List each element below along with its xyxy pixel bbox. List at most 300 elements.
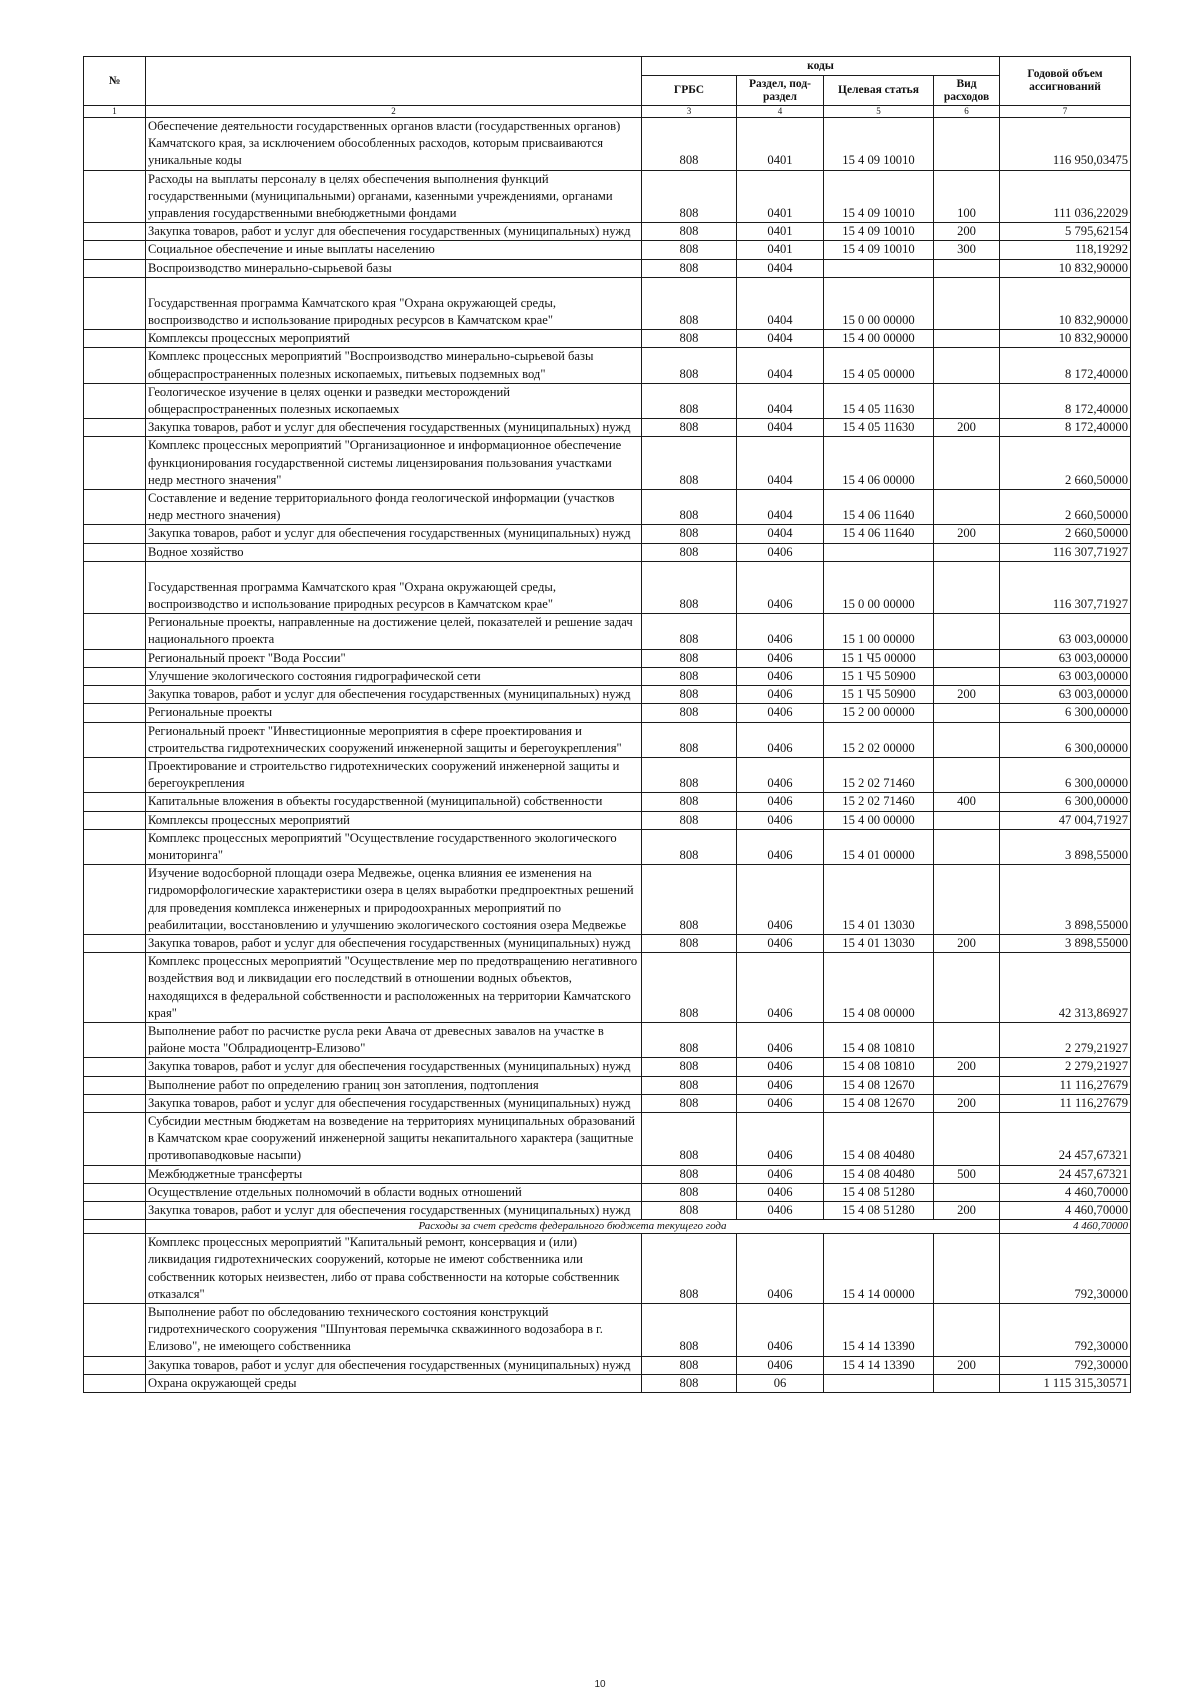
table-row [84, 722, 1131, 757]
row-amount: 116 307,71927 [1000, 561, 1131, 613]
row-grbs: 808 [642, 953, 737, 1023]
row-name: Государственная программа Камчатского края "Охрана окружающей среды, воспроизводство и использование природных ресурсов в Камчатском крае" [146, 561, 642, 613]
row-amount: 10 832,90000 [1000, 277, 1131, 329]
row-num [84, 1374, 146, 1392]
header-codes: коды [642, 57, 1000, 76]
row-grbs: 808 [642, 223, 737, 241]
row-num [84, 1183, 146, 1201]
row-grbs: 808 [642, 1112, 737, 1165]
row-name: Комплекс процессных мероприятий "Воспроизводство минерально-сырьевой базы общераспространенных полезных ископаемых, питьевых подземных вод" [146, 348, 642, 383]
row-name: Закупка товаров, работ и услуг для обеспечения государственных (муниципальных) нужд [146, 525, 642, 543]
row-target: 15 4 05 11630 [824, 419, 934, 437]
row-target: 15 1 Ч5 00000 [824, 649, 934, 667]
row-target: 15 4 01 13030 [824, 934, 934, 952]
row-type: 200 [934, 525, 1000, 543]
row-grbs: 808 [642, 865, 737, 935]
row-section: 0404 [737, 419, 824, 437]
row-num [84, 259, 146, 277]
row-target [824, 259, 934, 277]
row-amount: 8 172,40000 [1000, 419, 1131, 437]
row-type [934, 953, 1000, 1023]
row-grbs: 808 [642, 1094, 737, 1112]
row-amount: 3 898,55000 [1000, 829, 1131, 864]
row-grbs: 808 [642, 1374, 737, 1392]
row-name: Региональные проекты [146, 704, 642, 722]
row-section: 0401 [737, 241, 824, 259]
row-type [934, 865, 1000, 935]
row-type [934, 1304, 1000, 1357]
row-section: 0406 [737, 649, 824, 667]
row-name: Составление и ведение территориального фонда геологической информации (участков недр местного значения) [146, 490, 642, 525]
row-type [934, 704, 1000, 722]
table-row [84, 686, 1131, 704]
row-section: 0406 [737, 561, 824, 613]
row-name: Региональный проект "Инвестиционные мероприятия в сфере проектирования и строительства гидротехнических сооружений инженерной защиты и берегоукрепления" [146, 722, 642, 757]
row-name: Межбюджетные трансферты [146, 1165, 642, 1183]
row-amount: 6 300,00000 [1000, 704, 1131, 722]
row-num [84, 437, 146, 490]
row-target: 15 4 14 13390 [824, 1304, 934, 1357]
row-amount: 116 307,71927 [1000, 543, 1131, 561]
row-num [84, 419, 146, 437]
row-name: Геологическое изучение в целях оценки и разведки месторождений общераспространенных полезных ископаемых [146, 383, 642, 418]
row-type [934, 1234, 1000, 1304]
row-amount: 4 460,70000 [1000, 1201, 1131, 1219]
table-row [84, 383, 1131, 418]
row-section: 0406 [737, 865, 824, 935]
row-section: 0401 [737, 223, 824, 241]
row-amount: 4 460,70000 [1000, 1183, 1131, 1201]
row-amount: 2 279,21927 [1000, 1058, 1131, 1076]
row-target: 15 4 08 51280 [824, 1201, 934, 1219]
column-number: 2 [146, 106, 642, 118]
row-name: Государственная программа Камчатского края "Охрана окружающей среды, воспроизводство и использование природных ресурсов в Камчатском крае" [146, 277, 642, 329]
row-section: 0406 [737, 1165, 824, 1183]
table-row [84, 1094, 1131, 1112]
row-amount: 10 832,90000 [1000, 259, 1131, 277]
table-row [84, 543, 1131, 561]
row-section: 0406 [737, 953, 824, 1023]
row-name: Расходы на выплаты персоналу в целях обеспечения выполнения функций государственными (муниципальными) органами, казенными учреждениями, органами управления государственными внебюджетными фондами [146, 170, 642, 223]
row-num [84, 614, 146, 649]
row-type [934, 1022, 1000, 1057]
row-target: 15 2 02 00000 [824, 722, 934, 757]
table-row [84, 348, 1131, 383]
row-target: 15 1 Ч5 50900 [824, 686, 934, 704]
table-row [84, 1022, 1131, 1057]
row-amount: 2 660,50000 [1000, 490, 1131, 525]
row-type [934, 277, 1000, 329]
row-amount: 5 795,62154 [1000, 223, 1131, 241]
table-row [84, 419, 1131, 437]
row-grbs: 808 [642, 704, 737, 722]
header-type: Вид расходов [934, 76, 1000, 106]
row-name: Воспроизводство минерально-сырьевой базы [146, 259, 642, 277]
row-target: 15 4 08 10810 [824, 1058, 934, 1076]
row-grbs: 808 [642, 1058, 737, 1076]
row-grbs: 808 [642, 383, 737, 418]
row-amount: 1 115 315,30571 [1000, 1374, 1131, 1392]
row-grbs: 808 [642, 649, 737, 667]
row-grbs: 808 [642, 757, 737, 792]
row-target: 15 4 14 00000 [824, 1234, 934, 1304]
column-number: 6 [934, 106, 1000, 118]
table-row [84, 277, 1131, 329]
row-grbs: 808 [642, 1304, 737, 1357]
table-row [84, 1058, 1131, 1076]
row-type: 300 [934, 241, 1000, 259]
row-name: Осуществление отдельных полномочий в области водных отношений [146, 1183, 642, 1201]
row-amount: 6 300,00000 [1000, 722, 1131, 757]
row-amount: 111 036,22029 [1000, 170, 1131, 223]
row-type [934, 330, 1000, 348]
row-num [84, 1356, 146, 1374]
row-target: 15 1 00 00000 [824, 614, 934, 649]
row-num [84, 704, 146, 722]
table-row [84, 757, 1131, 792]
row-amount: 792,30000 [1000, 1304, 1131, 1357]
row-grbs: 808 [642, 1183, 737, 1201]
table-row [84, 793, 1131, 811]
row-grbs: 808 [642, 722, 737, 757]
row-target: 15 4 00 00000 [824, 330, 934, 348]
row-num [84, 1220, 146, 1234]
row-target: 15 2 02 71460 [824, 757, 934, 792]
row-amount: 63 003,00000 [1000, 667, 1131, 685]
table-row [84, 330, 1131, 348]
row-num [84, 277, 146, 329]
row-amount: 63 003,00000 [1000, 614, 1131, 649]
row-name: Комплексы процессных мероприятий [146, 811, 642, 829]
row-amount: 11 116,27679 [1000, 1076, 1131, 1094]
row-name: Выполнение работ по обследованию технического состояния конструкций гидротехнического сооружения "Шпунтовая перемычка скважинного водозабора в г. Елизово", не имеющего собственника [146, 1304, 642, 1357]
table-row [84, 1356, 1131, 1374]
row-grbs: 808 [642, 614, 737, 649]
row-section: 06 [737, 1374, 824, 1392]
row-num [84, 118, 146, 171]
row-amount: 116 950,03475 [1000, 118, 1131, 171]
row-num [84, 383, 146, 418]
column-number: 7 [1000, 106, 1131, 118]
table-row [84, 1234, 1131, 1304]
row-target: 15 4 08 00000 [824, 953, 934, 1023]
table-row [84, 561, 1131, 613]
row-name: Комплекс процессных мероприятий "Организационное и информационное обеспечение функционирования государственной системы лицензирования пользования участками недр местного значения" [146, 437, 642, 490]
row-section: 0406 [737, 1183, 824, 1201]
row-name: Проектирование и строительство гидротехнических сооружений инженерной защиты и берегоукрепления [146, 757, 642, 792]
row-type: 200 [934, 1356, 1000, 1374]
row-num [84, 757, 146, 792]
row-type [934, 118, 1000, 171]
table-row [84, 490, 1131, 525]
row-name: Выполнение работ по расчистке русла реки Авача от древесных завалов на участке в районе моста "Облрадиоцентр-Елизово" [146, 1022, 642, 1057]
row-num [84, 667, 146, 685]
row-name: Закупка товаров, работ и услуг для обеспечения государственных (муниципальных) нужд [146, 1201, 642, 1219]
row-grbs: 808 [642, 490, 737, 525]
row-name: Изучение водосборной площади озера Медвежье, оценка влияния ее изменения на гидроморфологические характеристики озера в целях выработки предпроектных решений для проведения комплекса инженерных и природоохранных мероприятий по реабилитации, восстановлению и улучшению экологического состояния озера Медвежье [146, 865, 642, 935]
row-grbs: 808 [642, 419, 737, 437]
row-target: 15 4 08 40480 [824, 1165, 934, 1183]
table-row [84, 1304, 1131, 1357]
row-target: 15 4 05 11630 [824, 383, 934, 418]
row-section: 0404 [737, 259, 824, 277]
row-num [84, 649, 146, 667]
row-grbs: 808 [642, 1201, 737, 1219]
row-grbs: 808 [642, 277, 737, 329]
row-target: 15 0 00 00000 [824, 561, 934, 613]
row-num [84, 241, 146, 259]
table-row [84, 811, 1131, 829]
row-target: 15 4 09 10010 [824, 170, 934, 223]
row-grbs: 808 [642, 934, 737, 952]
row-amount: 3 898,55000 [1000, 934, 1131, 952]
row-name: Капитальные вложения в объекты государственной (муниципальной) собственности [146, 793, 642, 811]
row-name: Комплекс процессных мероприятий "Осуществление государственного экологического мониторинга" [146, 829, 642, 864]
row-grbs: 808 [642, 686, 737, 704]
row-amount: 6 300,00000 [1000, 793, 1131, 811]
row-num [84, 1201, 146, 1219]
row-target: 15 4 08 51280 [824, 1183, 934, 1201]
table-row [84, 1374, 1131, 1392]
row-name: Выполнение работ по определению границ зон затопления, подтопления [146, 1076, 642, 1094]
row-grbs: 808 [642, 1234, 737, 1304]
row-type [934, 543, 1000, 561]
row-section: 0406 [737, 722, 824, 757]
row-section: 0401 [737, 118, 824, 171]
header-target: Целевая статья [824, 76, 934, 106]
row-amount: 63 003,00000 [1000, 686, 1131, 704]
row-name: Комплекс процессных мероприятий "Капитальный ремонт, консервация и (или) ликвидация гидротехнических сооружений, которые не имеют собственника или собственник которых неизвестен, либо от права собственности на которые собственник отказался" [146, 1234, 642, 1304]
row-grbs: 808 [642, 170, 737, 223]
table-row [84, 865, 1131, 935]
row-name: Закупка товаров, работ и услуг для обеспечения государственных (муниципальных) нужд [146, 934, 642, 952]
row-grbs: 808 [642, 525, 737, 543]
row-num [84, 953, 146, 1023]
table-header [84, 57, 1131, 118]
header-name [146, 57, 642, 106]
table-row [84, 1165, 1131, 1183]
row-grbs: 808 [642, 330, 737, 348]
row-num [84, 490, 146, 525]
row-amount: 792,30000 [1000, 1356, 1131, 1374]
row-type [934, 1112, 1000, 1165]
row-type: 400 [934, 793, 1000, 811]
row-num [84, 811, 146, 829]
table-row [84, 934, 1131, 952]
row-section: 0406 [737, 1058, 824, 1076]
row-type [934, 383, 1000, 418]
row-target: 15 0 00 00000 [824, 277, 934, 329]
table-row [84, 829, 1131, 864]
row-section: 0406 [737, 1234, 824, 1304]
row-name: Комплексы процессных мероприятий [146, 330, 642, 348]
page-number: 10 [594, 1679, 606, 1690]
row-section: 0404 [737, 383, 824, 418]
row-num [84, 1304, 146, 1357]
row-num [84, 1076, 146, 1094]
column-number: 1 [84, 106, 146, 118]
row-section: 0406 [737, 543, 824, 561]
row-section: 0406 [737, 686, 824, 704]
table-row [84, 259, 1131, 277]
row-section: 0406 [737, 757, 824, 792]
row-type [934, 1076, 1000, 1094]
row-grbs: 808 [642, 118, 737, 171]
row-amount: 2 279,21927 [1000, 1022, 1131, 1057]
row-grbs: 808 [642, 1165, 737, 1183]
row-grbs: 808 [642, 1022, 737, 1057]
row-target: 15 4 06 11640 [824, 490, 934, 525]
row-grbs: 808 [642, 811, 737, 829]
row-name: Социальное обеспечение и иные выплаты населению [146, 241, 642, 259]
row-num [84, 793, 146, 811]
table-row [84, 649, 1131, 667]
row-section: 0404 [737, 437, 824, 490]
row-target: 15 4 09 10010 [824, 241, 934, 259]
row-grbs: 808 [642, 259, 737, 277]
row-target: 15 4 08 12670 [824, 1076, 934, 1094]
row-name: Охрана окружающей среды [146, 1374, 642, 1392]
row-type: 200 [934, 1058, 1000, 1076]
row-num [84, 1112, 146, 1165]
header-grbs: ГРБС [642, 76, 737, 106]
row-type: 200 [934, 1201, 1000, 1219]
row-name: Субсидии местным бюджетам на возведение на территориях муниципальных образований в Камчатском крае сооружений инженерной защиты некапитального характера (защитные противопаводковые насыпи) [146, 1112, 642, 1165]
row-section: 0406 [737, 1076, 824, 1094]
row-target: 15 1 Ч5 50900 [824, 667, 934, 685]
row-type [934, 649, 1000, 667]
table-row [84, 1112, 1131, 1165]
row-name: Обеспечение деятельности государственных органов власти (государственных органов) Камчатского края, за исключением обособленных расходов, которым присваиваются уникальные коды [146, 118, 642, 171]
row-type [934, 757, 1000, 792]
row-section: 0404 [737, 277, 824, 329]
note-label: Расходы за счет средств федерального бюджета текущего года [146, 1220, 1000, 1234]
row-target [824, 1374, 934, 1392]
row-type: 200 [934, 1094, 1000, 1112]
row-amount: 792,30000 [1000, 1234, 1131, 1304]
row-grbs: 808 [642, 1076, 737, 1094]
row-amount: 24 457,67321 [1000, 1165, 1131, 1183]
row-amount: 47 004,71927 [1000, 811, 1131, 829]
row-type [934, 614, 1000, 649]
table-row [84, 704, 1131, 722]
row-type [934, 1183, 1000, 1201]
table-row [84, 170, 1131, 223]
row-num [84, 223, 146, 241]
row-section: 0404 [737, 348, 824, 383]
row-name: Закупка товаров, работ и услуг для обеспечения государственных (муниципальных) нужд [146, 419, 642, 437]
row-num [84, 934, 146, 952]
row-section: 0404 [737, 330, 824, 348]
row-num [84, 561, 146, 613]
row-target: 15 4 06 00000 [824, 437, 934, 490]
row-type: 100 [934, 170, 1000, 223]
row-section: 0406 [737, 793, 824, 811]
row-section: 0406 [737, 1356, 824, 1374]
row-section: 0404 [737, 490, 824, 525]
row-name: Закупка товаров, работ и услуг для обеспечения государственных (муниципальных) нужд [146, 1058, 642, 1076]
row-section: 0406 [737, 829, 824, 864]
row-name: Улучшение экологического состояния гидрографической сети [146, 667, 642, 685]
row-section: 0406 [737, 1112, 824, 1165]
row-name: Закупка товаров, работ и услуг для обеспечения государственных (муниципальных) нужд [146, 686, 642, 704]
row-type: 200 [934, 686, 1000, 704]
row-type [934, 811, 1000, 829]
row-section: 0406 [737, 1094, 824, 1112]
row-amount: 118,19292 [1000, 241, 1131, 259]
row-grbs: 808 [642, 667, 737, 685]
row-target: 15 4 08 10810 [824, 1022, 934, 1057]
table-body [84, 118, 1131, 1393]
table-row [84, 614, 1131, 649]
row-type: 500 [934, 1165, 1000, 1183]
row-type [934, 259, 1000, 277]
row-name: Водное хозяйство [146, 543, 642, 561]
row-target [824, 543, 934, 561]
row-section: 0406 [737, 1304, 824, 1357]
row-amount: 4 460,70000 [1000, 1220, 1131, 1234]
row-grbs: 808 [642, 348, 737, 383]
row-num [84, 686, 146, 704]
row-target: 15 4 08 12670 [824, 1094, 934, 1112]
row-num [84, 1022, 146, 1057]
row-grbs: 808 [642, 793, 737, 811]
row-amount: 63 003,00000 [1000, 649, 1131, 667]
row-type: 200 [934, 419, 1000, 437]
row-grbs: 808 [642, 437, 737, 490]
table-row [84, 1201, 1131, 1219]
table-row [84, 667, 1131, 685]
row-type [934, 561, 1000, 613]
row-amount: 8 172,40000 [1000, 383, 1131, 418]
table-row [84, 1183, 1131, 1201]
row-grbs: 808 [642, 829, 737, 864]
table-row [84, 118, 1131, 171]
row-num [84, 543, 146, 561]
row-num [84, 348, 146, 383]
row-num [84, 525, 146, 543]
row-section: 0406 [737, 614, 824, 649]
row-target: 15 4 14 13390 [824, 1356, 934, 1374]
row-amount: 8 172,40000 [1000, 348, 1131, 383]
row-section: 0401 [737, 170, 824, 223]
header-volume: Годовой объем ассигнований [1000, 57, 1131, 106]
row-num [84, 865, 146, 935]
row-section: 0406 [737, 1022, 824, 1057]
row-grbs: 808 [642, 241, 737, 259]
column-number: 5 [824, 106, 934, 118]
row-target: 15 4 00 00000 [824, 811, 934, 829]
table-row [84, 223, 1131, 241]
row-target: 15 2 00 00000 [824, 704, 934, 722]
column-number: 4 [737, 106, 824, 118]
row-amount: 2 660,50000 [1000, 437, 1131, 490]
table-row [84, 953, 1131, 1023]
table-row [84, 1076, 1131, 1094]
row-num [84, 1094, 146, 1112]
row-target: 15 4 08 40480 [824, 1112, 934, 1165]
row-name: Закупка товаров, работ и услуг для обеспечения государственных (муниципальных) нужд [146, 1356, 642, 1374]
row-name: Закупка товаров, работ и услуг для обеспечения государственных (муниципальных) нужд [146, 223, 642, 241]
row-target: 15 4 05 00000 [824, 348, 934, 383]
row-amount: 10 832,90000 [1000, 330, 1131, 348]
table-row [84, 525, 1131, 543]
row-num [84, 170, 146, 223]
row-grbs: 808 [642, 561, 737, 613]
row-amount: 42 313,86927 [1000, 953, 1131, 1023]
row-type [934, 1374, 1000, 1392]
row-type [934, 490, 1000, 525]
